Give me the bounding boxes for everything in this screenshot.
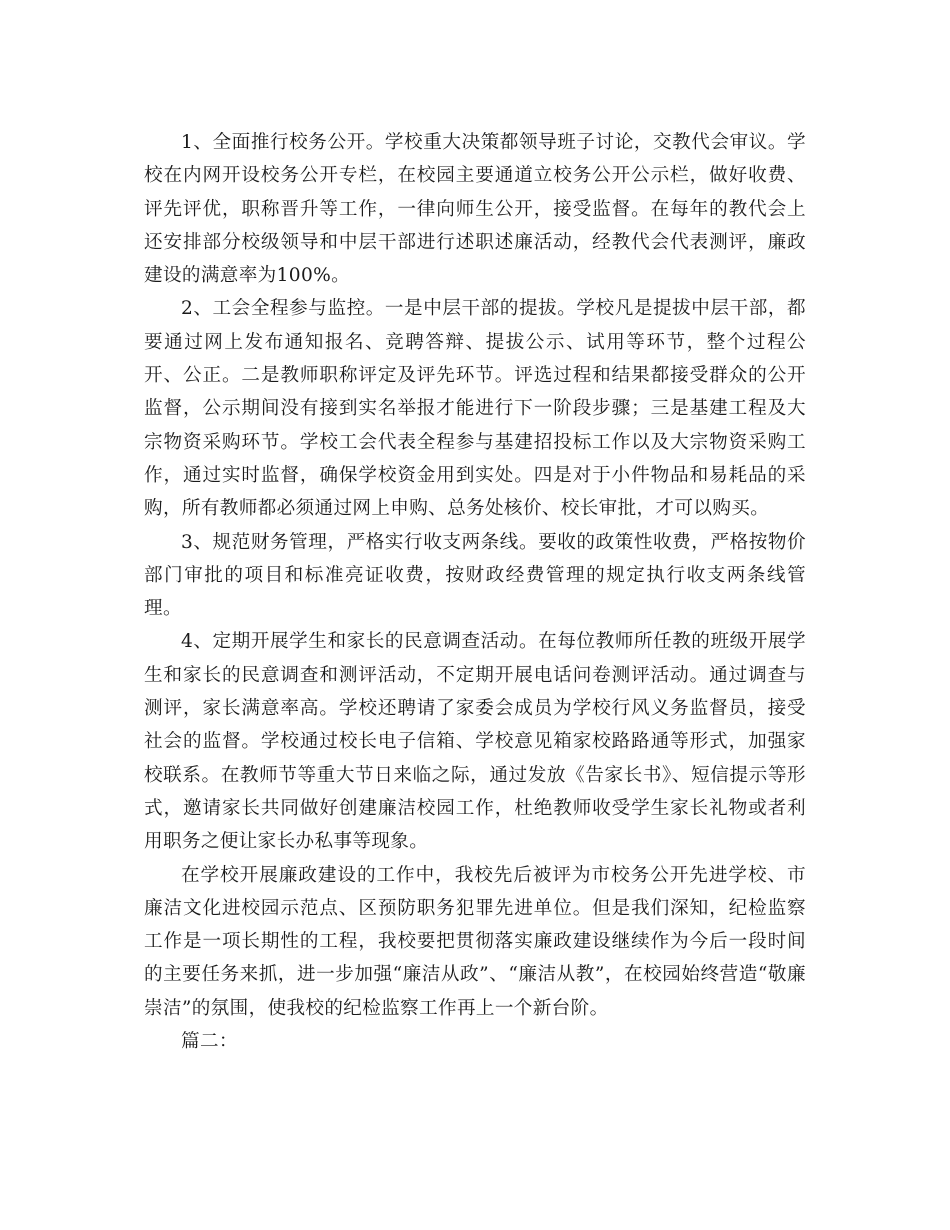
document-body: [144, 126, 806, 1058]
section-heading: 篇二：: [181, 1031, 238, 1053]
paragraph-2: 2、工会全程参与监控。一是中层干部的提拔。学校凡是提拔中层干部，都要通过网上发布通知报名、竞聘答辩、提拔公示、试用等环节，整个过程公开、公正。二是教师职称评定及评先环节。评选过程和结果都接受群众的公开监督，公示期间没有接到实名举报才能进行下一阶段步骤；三是基建工程及大宗物资采购环节。学校工会代表全程参与基建招投标工作以及大宗物资采购工作，通过实时监督，确保学校资金用到实处。四是对于小件物品和易耗品的采购，所有教师都必须通过网上申购、总务处核价、校长审批，才可以购买。: [144, 298, 806, 520]
paragraph-5: 在学校开展廉政建设的工作中，我校先后被评为市校务公开先进学校、市廉洁文化进校园示范点、区预防职务犯罪先进单位。但是我们深知，纪检监察工作是一项长期性的工程，我校要把贯彻落实廉政建设继续作为今后一段时间的主要任务来抓，进一步加强“廉洁从政”、“廉洁从教”，在校园始终营造“敬廉崇洁”的氛围，使我校的纪检监察工作再上一个新台阶。: [144, 864, 806, 1019]
paragraph-3: 3、规范财务管理，严格实行收支两条线。要收的政策性收费，严格按物价部门审批的项目和标准亮证收费，按财政经费管理的规定执行收支两条线管理。: [144, 531, 806, 620]
paragraph-4: 4、定期开展学生和家长的民意调查活动。在每位教师所任教的班级开展学生和家长的民意调查和测评活动，不定期开展电话问卷测评活动。通过调查与测评，家长满意率高。学校还聘请了家委会成员为学校行风义务监督员，接受社会的监督。学校通过校长电子信箱、学校意见箱家校路路通等形式，加强家校联系。在教师节等重大节日来临之际，通过发放《告家长书》、短信提示等形式，邀请家长共同做好创建廉洁校园工作，杜绝教师收受学生家长礼物或者利用职务之便让家长办私事等现象。: [144, 631, 806, 853]
paragraph-1: 1、全面推行校务公开。学校重大决策都领导班子讨论，交教代会审议。学校在内网开设校务公开专栏，在校园主要通道立校务公开公示栏，做好收费、评先评优，职称晋升等工作，一律向师生公开，接受监督。在每年的教代会上还安排部分校级领导和中层干部进行述职述廉活动，经教代会代表测评，廉政建设的满意率为100%。: [144, 132, 806, 287]
